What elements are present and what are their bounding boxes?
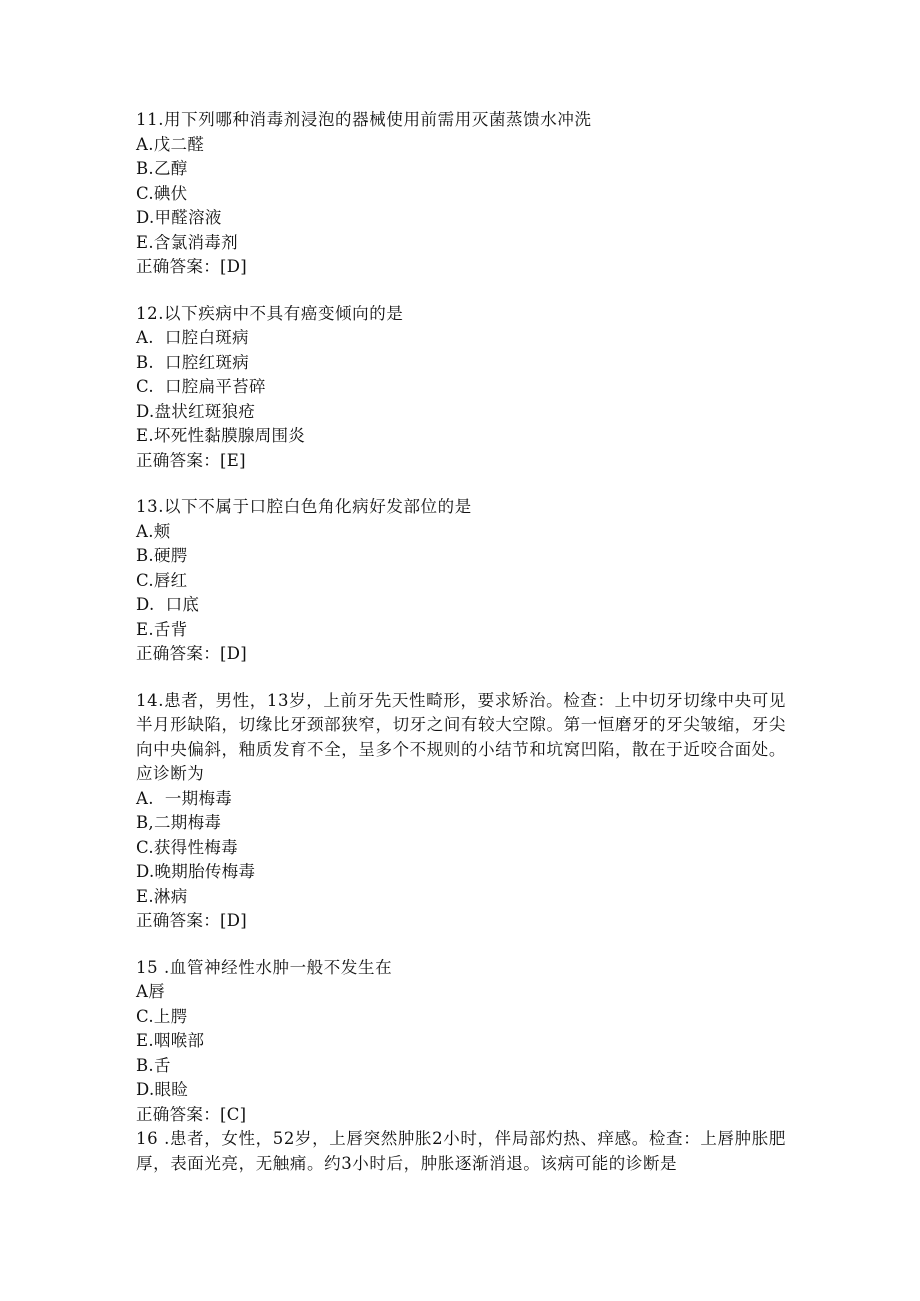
question-11 (136, 108, 786, 280)
option-b: B.舌 (136, 1055, 171, 1075)
option-e: E.咽喉部 (136, 1031, 205, 1050)
question-16 (136, 1127, 786, 1176)
question-spacer (136, 280, 786, 302)
option-d: D.盘状红斑狼疮 (136, 401, 256, 421)
correct-answer: 正确答案：[D] (136, 644, 248, 663)
question-spacer (136, 934, 786, 956)
question-13 (136, 495, 786, 667)
question-stem: 14.患者，男性，13岁，上前牙先天性畸形，要求矫治。检查：上中切牙切缘中央可见半月形缺陷，切缘比牙颈部狭窄，切牙之间有较大空隙。第一恒磨牙的牙尖皱缩，牙尖向中央偏斜，釉质发育不全，呈多个不规则的小结节和坑窝凹陷，散在于近咬合面处。应诊断为 (136, 690, 786, 783)
question-stem: 11.用下列哪种消毒剂浸泡的器械使用前需用灭菌蒸馈水冲洗 (136, 110, 592, 129)
option-e: E.淋病 (136, 886, 188, 906)
option-e: E.坏死性黏膜腺周围炎 (136, 426, 306, 445)
option-e: E.舌背 (136, 619, 188, 639)
question-spacer (136, 473, 786, 495)
option-a: A.颊 (136, 521, 171, 541)
option-d: D.甲醛溶液 (136, 208, 222, 227)
option-e: E.含氯消毒剂 (136, 232, 238, 252)
option-c: C.上腭 (136, 1006, 188, 1026)
document-page (136, 108, 786, 1176)
option-b: B. 口腔红斑病 (136, 352, 250, 372)
question-spacer (136, 667, 786, 689)
option-b: B.硬腭 (136, 546, 188, 565)
option-a: A.戊二醛 (136, 134, 205, 154)
correct-answer: 正确答案：[C] (136, 1104, 247, 1124)
option-a: A唇 (136, 982, 166, 1001)
question-14 (136, 689, 786, 934)
option-b: B,二期梅毒 (136, 813, 222, 832)
correct-answer: 正确答案：[D] (136, 911, 248, 930)
question-stem: 16 .患者，女性，52岁，上唇突然肿胀2小时，伴局部灼热、痒感。检查：上唇肿胀肥厚，表面光亮，无触痛。约3小时后，肿胀逐渐消退。该病可能的诊断是 (136, 1129, 786, 1173)
option-d: D.眼睑 (136, 1080, 189, 1099)
question-stem: 15 .血管神经性水肿一般不发生在 (136, 957, 393, 977)
question-stem: 13.以下不属于口腔白色角化病好发部位的是 (136, 497, 472, 516)
option-c: C.碘伏 (136, 183, 188, 203)
option-a: A. 一期梅毒 (136, 788, 233, 808)
option-d: D.晚期胎传梅毒 (136, 862, 256, 881)
option-c: C.获得性梅毒 (136, 837, 238, 857)
option-c: C.唇红 (136, 570, 188, 590)
option-d: D. 口底 (136, 595, 200, 614)
option-a: A. 口腔白斑病 (136, 328, 249, 347)
question-12 (136, 302, 786, 474)
question-15 (136, 956, 786, 1128)
question-stem: 12.以下疾病中不具有癌变倾向的是 (136, 303, 404, 323)
option-c: C. 口腔扁平苔碎 (136, 377, 266, 396)
correct-answer: 正确答案：[D] (136, 257, 248, 276)
option-b: B.乙醇 (136, 159, 188, 178)
correct-answer: 正确答案：[E] (136, 450, 246, 470)
